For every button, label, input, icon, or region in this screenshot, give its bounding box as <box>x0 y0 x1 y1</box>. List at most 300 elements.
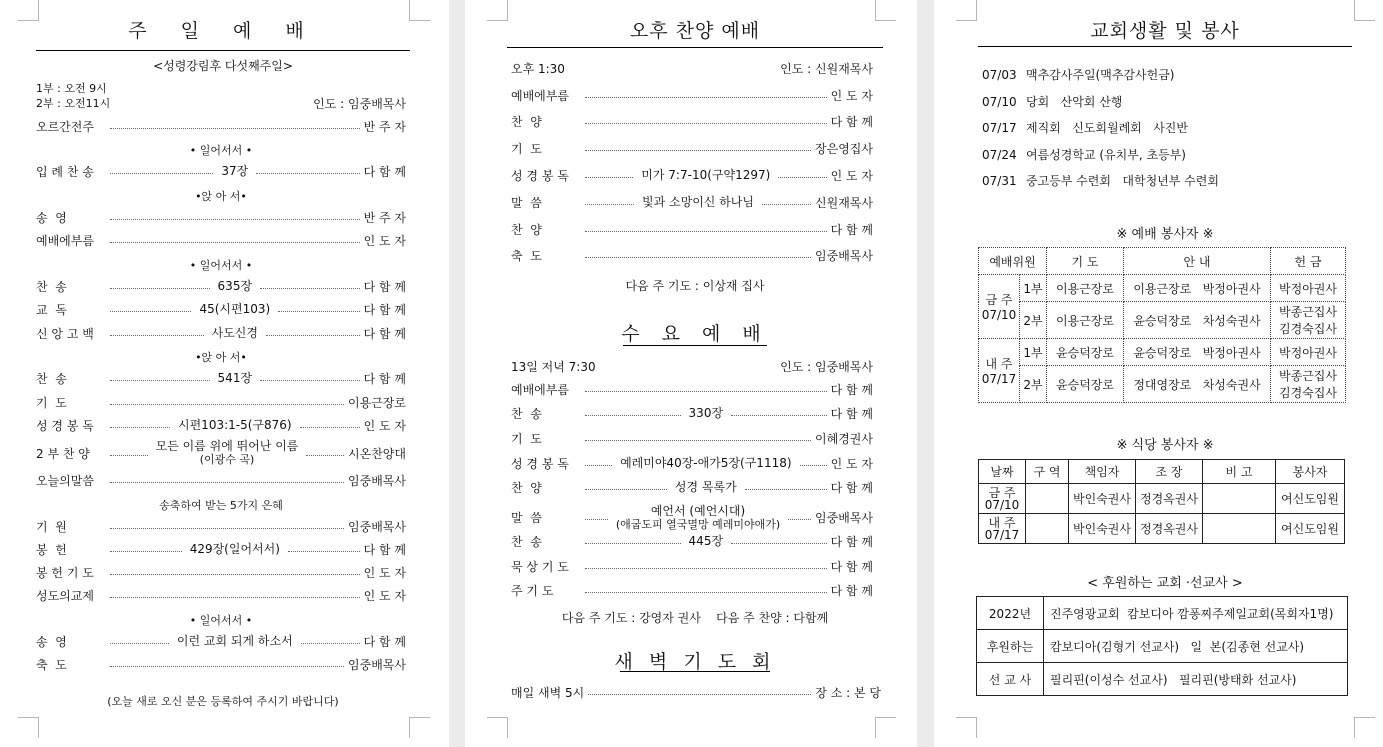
wednesday-next: 다음 주 기도 : 강영자 권사 다음 주 찬양 : 다함께 <box>561 611 829 625</box>
guide-cell: 윤승덕장로 박정아권사 <box>1124 339 1271 366</box>
mission-label: 2022년 <box>977 597 1044 630</box>
service-item <box>36 278 406 296</box>
leader-dots <box>110 335 204 336</box>
item-responsible: 다 함 께 <box>830 382 873 397</box>
leader: 인도 : 임중배목사 <box>313 97 406 111</box>
header-cell: 날짜 <box>979 460 1026 484</box>
item-responsible: 인 도 자 <box>830 456 873 471</box>
item-label: 성 경 봉 독 <box>36 418 94 433</box>
item-detail <box>685 535 728 548</box>
next-prayer: 다음 주 기도 : 이상재 집사 <box>625 279 765 293</box>
offering-name: 김경숙집사 <box>1279 386 1337 400</box>
item-detail <box>214 372 257 385</box>
item-detail <box>616 457 795 470</box>
leader-dots <box>585 415 681 416</box>
guide-cell: 정대영장로 차성숙권사 <box>1124 366 1271 403</box>
item-detail-line: 예언서 (예언시대) <box>650 503 746 518</box>
item-responsible: 임중배목사 <box>815 249 873 264</box>
leader-dots <box>588 694 811 695</box>
date-cell <box>979 484 1026 514</box>
table-row <box>979 514 1345 544</box>
week-label: 금 주 <box>988 485 1016 500</box>
service-item <box>511 557 873 575</box>
item-responsible: 다 함 께 <box>830 481 873 496</box>
week-label: 금 주 <box>985 293 1013 307</box>
item-responsible: 다 함 께 <box>363 635 406 650</box>
item-label: 기 원 <box>36 519 67 534</box>
crop-mark <box>1354 0 1375 21</box>
leader-dots <box>110 528 344 529</box>
dawn-prayer-row <box>511 684 881 701</box>
service-item <box>511 380 873 398</box>
leader-dots <box>110 380 210 381</box>
item-responsible: 임중배목사 <box>348 519 406 534</box>
wednesday-title: 수 요 예 배 <box>621 323 769 345</box>
leader-dots <box>585 519 608 520</box>
header-cell: 조 장 <box>1136 460 1203 484</box>
leader-dots <box>745 489 827 490</box>
guide-cell: 윤승덕장로 차성숙권사 <box>1124 302 1271 339</box>
item-responsible: 다 함 께 <box>830 584 873 599</box>
bulletin-page-sunday <box>0 0 449 747</box>
header-cell: 봉사자 <box>1276 460 1345 484</box>
item-detail-line: 이런 교회 되게 하소서 <box>176 634 293 649</box>
dining-volunteers-table <box>978 459 1345 544</box>
header-cell: 헌 금 <box>1271 248 1346 275</box>
footer-note: (오늘 새로 오신 분은 등록하여 주시기 바랍니다) <box>107 695 339 708</box>
item-responsible: 다 함 께 <box>363 542 407 557</box>
offering-name: 김경숙집사 <box>1279 322 1337 336</box>
wednesday-rule <box>623 345 767 346</box>
service-item <box>36 517 406 535</box>
item-label: 오르간전주 <box>36 119 94 134</box>
section-note: •앉 아 서• <box>195 351 247 365</box>
offering-cell <box>1271 302 1346 339</box>
mission-row <box>977 597 1348 630</box>
crop-mark <box>875 717 896 738</box>
leader-dots <box>731 543 827 544</box>
service-item <box>36 209 406 227</box>
item-label: 교 독 <box>36 303 67 318</box>
page-title: 주 일 예 배 <box>128 20 318 42</box>
leader-dots <box>585 204 634 205</box>
service-item <box>511 140 873 158</box>
item-detail <box>152 440 303 466</box>
leader-dots <box>110 666 344 667</box>
leader-dots <box>110 404 344 405</box>
item-responsible: 인 도 자 <box>363 418 406 433</box>
service-item <box>511 533 873 551</box>
item-label: 기 도 <box>36 395 67 410</box>
item-responsible: 다 함 께 <box>363 326 406 341</box>
leader-dots <box>110 482 344 483</box>
week-date: 07/17 <box>984 527 1020 542</box>
wednesday-leader: 인도 : 임중배목사 <box>780 360 873 374</box>
mission-row <box>977 630 1348 663</box>
item-detail <box>638 196 758 209</box>
table-row <box>979 275 1346 302</box>
dawn-rule <box>620 671 770 672</box>
leader-dots <box>301 643 360 644</box>
leader-dots <box>110 311 191 312</box>
crop-mark <box>409 0 430 21</box>
title-rule <box>36 50 410 51</box>
event-date: 07/31 <box>982 174 1017 188</box>
volunteer-cell: 여신도임원 <box>1276 514 1345 544</box>
item-detail-subline: (애굽도피 열국멸망 예레미야애가) <box>615 517 781 531</box>
crop-mark <box>956 0 977 21</box>
item-detail-line: 541장 <box>217 371 253 386</box>
item-label: 입 례 찬 송 <box>36 165 94 180</box>
item-label: 기 도 <box>511 142 542 157</box>
leader-dots <box>585 257 811 258</box>
item-label: 말 씀 <box>511 511 542 525</box>
item-responsible: 다 함 께 <box>363 280 406 295</box>
item-responsible: 다 함 께 <box>363 303 407 318</box>
item-responsible: 임중배목사 <box>815 511 873 525</box>
section-note: 송축하여 받는 5가지 은혜 <box>159 498 283 512</box>
bulletin-page-church-life <box>934 0 1383 747</box>
mission-label: 선 교 사 <box>977 663 1044 696</box>
item-detail <box>173 635 297 648</box>
event-date: 07/03 <box>982 68 1017 82</box>
item-detail <box>612 505 784 531</box>
service-time-2: 2부 : 오전11시 <box>36 97 111 110</box>
service-part: 1부 <box>1020 339 1047 366</box>
service-time: 오후 1:30 <box>511 62 565 76</box>
event-text: 당회 산악회 산행 <box>1026 94 1123 109</box>
leader-dots <box>585 592 827 593</box>
service-time-1: 1부 : 오전 9시 <box>36 82 107 95</box>
event-item <box>982 172 1219 189</box>
item-label: 주 기 도 <box>511 584 554 599</box>
leader-dots <box>778 177 826 178</box>
service-item <box>36 587 406 605</box>
leader-dots <box>110 597 360 598</box>
table-row <box>979 302 1346 339</box>
offering-name: 박정아권사 <box>1279 281 1337 296</box>
event-item <box>982 119 1188 136</box>
offering-cell <box>1271 366 1346 403</box>
item-label: 신 앙 고 백 <box>36 326 94 341</box>
leader-dots <box>110 551 182 552</box>
item-label: 송 영 <box>36 635 67 650</box>
section-note: • 일어서서 • <box>189 614 253 627</box>
item-label: 찬 송 <box>511 535 542 549</box>
service-item <box>36 393 406 411</box>
service-part: 2부 <box>1020 366 1047 403</box>
crop-mark <box>18 717 39 738</box>
service-item <box>36 416 406 434</box>
item-label: 찬 송 <box>36 372 67 387</box>
crop-mark <box>487 0 508 21</box>
leader-dots <box>788 519 811 520</box>
dawn-title: 새 벽 기 도 회 <box>614 651 776 673</box>
item-responsible: 다 함 께 <box>830 222 873 237</box>
event-date: 07/10 <box>982 94 1017 109</box>
leader-dots <box>110 427 170 428</box>
mission-text: 진주영광교회 캄보디아 깜퐁찌주제일교회(목회자1명) <box>1044 597 1348 630</box>
item-label: 예배에부름 <box>36 234 94 249</box>
leader-dots <box>300 427 360 428</box>
leader-dots <box>800 465 827 466</box>
leader-dots <box>110 173 213 174</box>
leader-dots <box>110 288 210 289</box>
item-responsible: 인 도 자 <box>363 589 406 604</box>
service-item <box>511 405 873 423</box>
item-label: 봉 헌 기 도 <box>36 566 94 581</box>
leader-dots <box>585 440 811 441</box>
service-item <box>36 540 406 558</box>
mission-table <box>976 596 1348 696</box>
item-detail <box>671 481 741 494</box>
area-cell <box>1026 514 1069 544</box>
team-cell: 정경옥권사 <box>1136 514 1203 544</box>
mission-label: 후원하는 <box>977 630 1044 663</box>
title-rule <box>978 46 1352 47</box>
item-responsible: 다 함 께 <box>830 115 873 130</box>
bulletin-page-afternoon <box>465 0 917 747</box>
item-label: 봉 헌 <box>36 542 67 557</box>
item-label: 예배에부름 <box>511 88 569 103</box>
worship-volunteers-title: ※ 예배 봉사자 ※ <box>1116 227 1214 242</box>
item-label: 찬 양 <box>511 481 542 496</box>
leader-dots <box>260 380 360 381</box>
leader-dots <box>110 242 360 243</box>
item-label: 2 부 찬 양 <box>36 446 90 461</box>
item-label: 묵 상 기 도 <box>511 559 569 574</box>
item-detail-subline: (이광수 곡) <box>199 453 255 467</box>
event-item <box>982 66 1174 83</box>
event-text: 맥추감사주일(맥추감사헌금) <box>1026 68 1175 82</box>
event-date: 07/24 <box>982 147 1017 162</box>
item-responsible: 인 도 자 <box>363 234 406 249</box>
leader-dots <box>110 455 148 456</box>
week-date: 07/10 <box>984 497 1020 512</box>
mission-text: 캄보디아(김형기 선교사) 일 본(김종현 선교사) <box>1044 630 1348 663</box>
item-detail <box>637 169 774 182</box>
dawn-place: 장 소 : 본 당 <box>815 686 881 700</box>
item-responsible: 다 함 께 <box>830 559 873 574</box>
item-detail-line: 429장(일어서서) <box>189 541 280 556</box>
area-cell <box>1026 484 1069 514</box>
prayer-cell: 윤승덕장로 <box>1047 339 1124 366</box>
crop-mark <box>1354 717 1375 738</box>
service-item <box>36 633 406 651</box>
service-part: 2부 <box>1020 302 1047 339</box>
item-responsible: 장은영집사 <box>815 142 873 157</box>
crop-mark <box>409 717 430 738</box>
item-responsible: 다 함 께 <box>830 407 873 422</box>
service-item <box>36 232 406 250</box>
leader-dots <box>585 489 667 490</box>
page-title: 교회생활 및 봉사 <box>1090 20 1240 42</box>
service-item <box>511 504 873 532</box>
leader-dots <box>278 311 359 312</box>
item-responsible: 반 주 자 <box>363 119 406 134</box>
leader-dots <box>256 173 359 174</box>
leader-dots <box>585 465 612 466</box>
leader-dots <box>585 177 633 178</box>
team-cell: 정경옥권사 <box>1136 484 1203 514</box>
leader-dots <box>585 391 827 392</box>
offering-cell <box>1271 275 1346 302</box>
event-text: 여름성경학교 (유치부, 초등부) <box>1026 147 1186 162</box>
service-item <box>511 220 873 238</box>
service-item <box>36 117 406 135</box>
leader-dots <box>585 543 681 544</box>
leader-dots <box>110 643 169 644</box>
item-label: 성도의교제 <box>36 589 94 604</box>
mission-title: < 후원하는 교회 ·선교사 > <box>1087 576 1243 591</box>
table-row <box>979 484 1345 514</box>
crop-mark <box>956 717 977 738</box>
item-label: 찬 양 <box>511 115 542 130</box>
leader-dots <box>585 568 827 569</box>
item-detail <box>186 543 284 556</box>
event-date: 07/17 <box>982 121 1017 135</box>
service-item <box>511 454 873 472</box>
leader-dots <box>731 415 827 416</box>
item-label: 말 씀 <box>511 195 542 210</box>
header-cell: 책임자 <box>1069 460 1136 484</box>
title-rule <box>507 47 883 48</box>
item-detail-line: 모든 이름 위에 뛰어난 이름 <box>155 439 299 454</box>
item-label: 성 경 봉 독 <box>511 168 569 183</box>
item-detail <box>208 327 262 340</box>
header-cell: 예배위원 <box>979 248 1047 275</box>
leader-dots <box>288 551 360 552</box>
worship-volunteers-table <box>978 247 1346 403</box>
event-item <box>982 93 1122 110</box>
service-item <box>36 564 406 582</box>
item-detail <box>217 165 252 178</box>
offering-name: 박정아권사 <box>1279 345 1337 360</box>
item-detail-line: 예레미야40장-애가5장(구1118) <box>620 455 792 470</box>
item-detail-line: 미가 7:7-10(구약1297) <box>641 167 771 182</box>
wednesday-time: 13일 저녁 7:30 <box>511 360 596 374</box>
leader: 인도 : 신원재목사 <box>780 62 873 76</box>
item-label: 오늘의말씀 <box>36 473 94 488</box>
section-note: • 일어서서 • <box>189 259 253 272</box>
section-note: • 일어서서 • <box>189 144 253 158</box>
week-label: 내 주 <box>985 357 1013 371</box>
item-responsible: 인 도 자 <box>830 168 873 183</box>
item-detail-line: 37장 <box>221 164 249 179</box>
item-responsible: 다 함 께 <box>363 165 406 180</box>
week-cell <box>979 275 1020 339</box>
guide-cell: 이용근장로 박정아권사 <box>1124 275 1271 302</box>
service-item <box>36 439 406 467</box>
leader-dots <box>585 123 827 124</box>
leader-dots <box>585 231 827 232</box>
prayer-cell: 이용근장로 <box>1047 302 1124 339</box>
service-item <box>36 471 406 489</box>
note-cell <box>1203 514 1276 544</box>
item-responsible: 다 함 께 <box>363 372 406 387</box>
section-note: •앉 아 서• <box>195 190 247 203</box>
service-part: 1부 <box>1020 275 1047 302</box>
item-responsible: 다 함 께 <box>830 535 873 549</box>
lead-cell: 박인숙권사 <box>1069 514 1136 544</box>
week-label: 내 주 <box>988 515 1016 530</box>
lead-cell: 박인숙권사 <box>1069 484 1136 514</box>
item-responsible: 신원재목사 <box>815 195 873 210</box>
leader-dots <box>266 335 360 336</box>
item-label: 찬 송 <box>511 407 542 422</box>
service-item <box>511 193 873 211</box>
mission-row <box>977 663 1348 696</box>
header-cell: 구 역 <box>1026 460 1069 484</box>
offering-name: 박종근집사 <box>1279 369 1337 383</box>
item-detail-line: 45(시편103) <box>199 302 271 317</box>
header-cell: 안 내 <box>1124 248 1271 275</box>
leader-dots <box>110 219 360 220</box>
item-label: 송 영 <box>36 211 67 226</box>
header-cell: 기 도 <box>1047 248 1124 275</box>
table-row <box>979 366 1346 403</box>
service-item <box>36 370 406 388</box>
note-cell <box>1203 484 1276 514</box>
item-responsible: 임중배목사 <box>348 473 406 488</box>
service-item <box>511 166 873 184</box>
item-detail-line: 사도신경 <box>211 325 258 340</box>
item-label: 찬 송 <box>36 280 67 295</box>
item-detail <box>195 303 274 316</box>
item-label: 축 도 <box>36 658 67 673</box>
service-item <box>511 86 873 104</box>
item-responsible: 인 도 자 <box>363 566 406 581</box>
item-detail-line: 330장 <box>688 406 724 421</box>
service-item <box>511 582 873 600</box>
item-responsible: 시온찬양대 <box>348 446 406 461</box>
item-detail-line: 성경 목록가 <box>674 480 737 495</box>
event-item <box>982 146 1186 163</box>
leader-dots <box>585 150 811 151</box>
leader-dots <box>306 455 344 456</box>
offering-cell <box>1271 339 1346 366</box>
event-text: 제직회 신도회월례회 사진반 <box>1026 121 1188 135</box>
item-responsible: 임중배목사 <box>348 658 406 673</box>
leader-dots <box>110 574 360 575</box>
leader-dots <box>585 97 827 98</box>
item-responsible: 반 주 자 <box>363 211 406 226</box>
item-detail-line: 빛과 소망이신 하나님 <box>642 194 754 209</box>
service-item <box>511 429 873 447</box>
header-cell: 비 고 <box>1203 460 1276 484</box>
item-detail-line: 시편103:1-5(구876) <box>178 417 292 432</box>
event-text: 중고등부 수련회 대학청년부 수련회 <box>1026 174 1219 188</box>
week-date: 07/10 <box>981 308 1017 322</box>
item-label: 축 도 <box>511 249 542 264</box>
crop-mark <box>487 717 508 738</box>
service-item <box>36 656 406 674</box>
service-item <box>511 479 873 497</box>
service-item <box>36 324 406 342</box>
item-detail <box>214 280 257 293</box>
item-label: 성 경 봉 독 <box>511 456 569 471</box>
table-header-row <box>979 460 1345 484</box>
service-item <box>36 163 406 181</box>
leader-dots <box>762 204 811 205</box>
service-item <box>511 247 873 265</box>
service-item <box>36 301 406 319</box>
prayer-cell: 윤승덕장로 <box>1047 366 1124 403</box>
dining-volunteers-title: ※ 식당 봉사자 ※ <box>1116 438 1214 453</box>
week-date: 07/17 <box>981 372 1017 386</box>
dawn-label: 매일 새벽 5시 <box>511 686 585 700</box>
item-responsible: 이혜경권사 <box>815 431 873 446</box>
